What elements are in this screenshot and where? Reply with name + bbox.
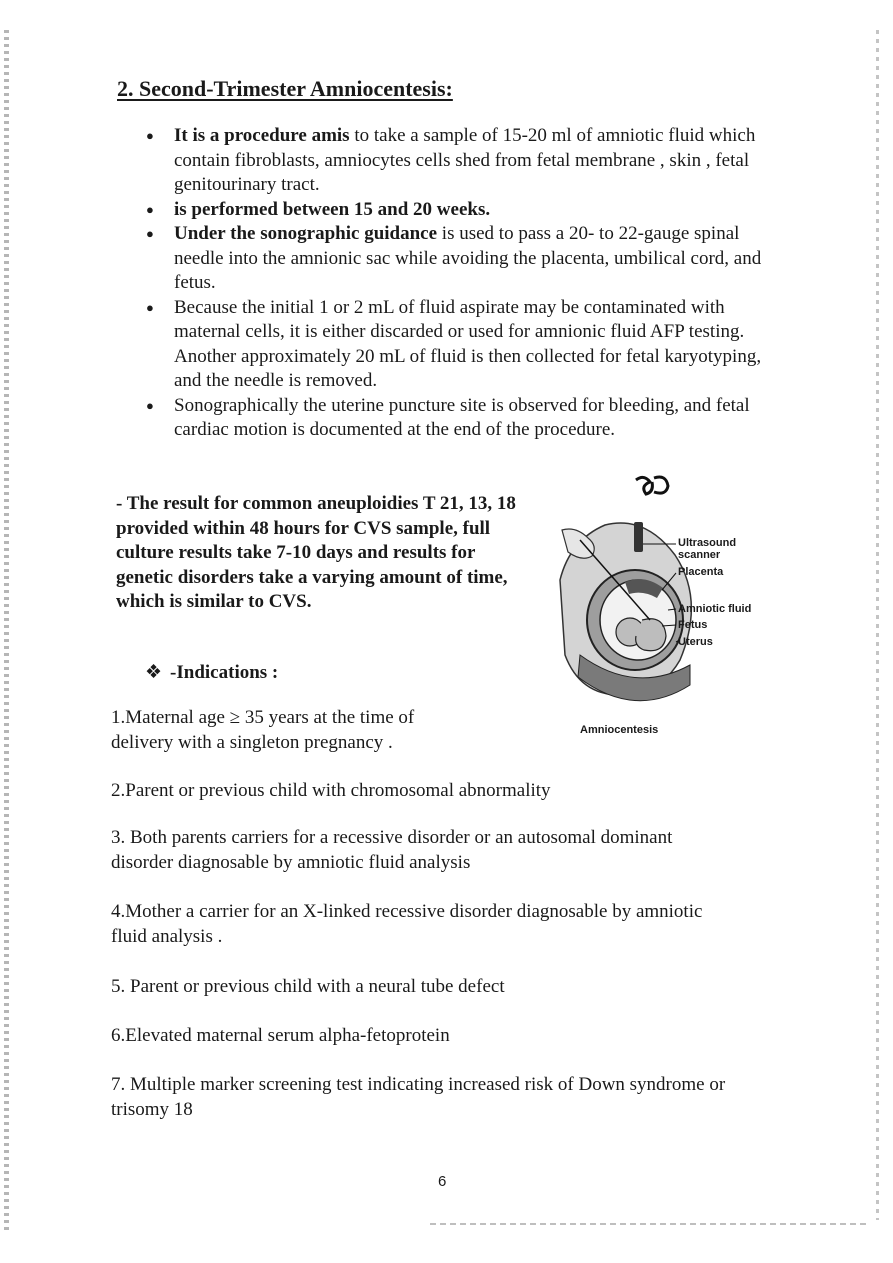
bullet-item bbox=[146, 296, 766, 394]
label-fetus: Fetus bbox=[678, 619, 708, 631]
scan-edge-left bbox=[4, 30, 9, 1230]
label-amniotic-fluid: Amniotic fluid bbox=[678, 603, 752, 615]
bullet-item bbox=[146, 394, 766, 443]
bullet-text: Sonographically the uterine puncture site is observed for bleeding, and fetal cardiac motion is documented at the end of the procedure. bbox=[174, 394, 750, 440]
decorative-glyph-icon bbox=[636, 477, 668, 494]
indication-item: 4.Mother a carrier for an X-linked recessive disorder diagnosable by amniotic fluid analysis . bbox=[111, 901, 703, 947]
diamond-bullet-icon: ❖ bbox=[145, 662, 163, 683]
bullet-item bbox=[146, 198, 766, 223]
result-paragraph: - The result for common aneuploidies T 21, 13, 18 provided within 48 hours for CVS sample, full culture results take 7-10 days and results for genetic disorders take a varying amount of time, which is similar to CVS. bbox=[116, 493, 516, 613]
label-placenta: Placenta bbox=[678, 566, 724, 578]
page-number: 6 bbox=[438, 1173, 447, 1190]
procedure-bullet-list bbox=[146, 124, 766, 443]
bullet-text: is used to pass a 20- to 22-gauge spinal needle into the amnionic sac while avoiding the placenta, umbilical cord, and fetus. bbox=[174, 223, 762, 293]
indication-item: 6.Elevated maternal serum alpha-fetoprotein bbox=[111, 1025, 450, 1046]
indication-item: 7. Multiple marker screening test indicating increased risk of Down syndrome or trisomy 18 bbox=[111, 1074, 726, 1120]
bullet-bold: is performed between 15 and 20 weeks. bbox=[174, 198, 491, 220]
bullet-text: to take a sample of 15-20 ml of amniotic fluid which contain fibroblasts, amniocytes cells shed from fetal membrane , skin , fetal genitourinary tract. bbox=[174, 125, 756, 195]
indication-item: 2.Parent or previous child with chromosomal abnormality bbox=[111, 780, 551, 801]
indication-item: 5. Parent or previous child with a neural tube defect bbox=[111, 976, 505, 997]
scan-edge-right bbox=[876, 30, 879, 1220]
indication-item: 3. Both parents carriers for a recessive disorder or an autosomal dominant disorder diagnosable by amniotic fluid analysis bbox=[111, 827, 673, 873]
label-ultrasound-scanner: Ultrasound scanner bbox=[678, 537, 737, 561]
section-title: 2. Second-Trimester Amniocentesis: bbox=[117, 76, 453, 101]
bullet-text: Because the initial 1 or 2 mL of fluid aspirate may be contaminated with maternal cells, it is either discarded or used for amnionic fluid AFP testing. Another approximately 20 mL of fluid is then collected for fetal karyotyping, and the needle is removed. bbox=[174, 296, 762, 391]
ultrasound-probe-icon bbox=[634, 522, 643, 552]
scan-edge-bottom bbox=[430, 1223, 870, 1225]
bullet-bold: It is a procedure amis bbox=[174, 125, 350, 146]
amniocentesis-figure bbox=[550, 470, 770, 745]
indications-heading bbox=[145, 661, 278, 684]
bullet-item bbox=[146, 222, 766, 296]
figure-caption: Amniocentesis bbox=[580, 724, 659, 736]
bullet-item bbox=[146, 124, 766, 198]
label-uterus: Uterus bbox=[678, 636, 713, 648]
indications-heading-text: -Indications : bbox=[170, 662, 279, 683]
bullet-bold: Under the sonographic guidance bbox=[174, 223, 438, 244]
indication-item: 1.Maternal age ≥ 35 years at the time of delivery with a singleton pregnancy . bbox=[111, 707, 415, 753]
